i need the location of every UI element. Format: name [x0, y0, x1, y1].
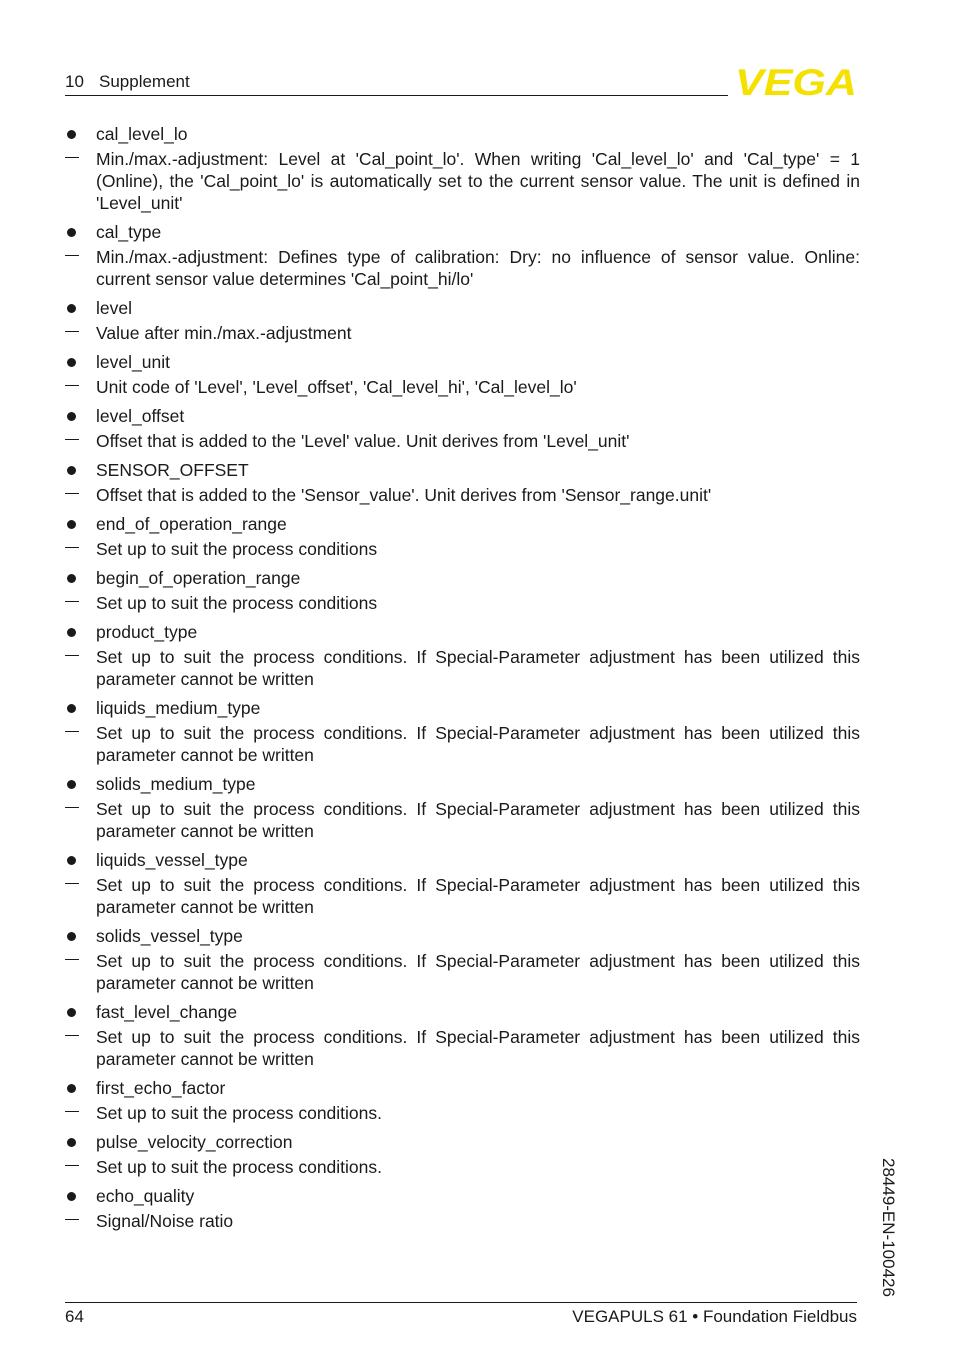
- parameter-term-row: [65, 848, 860, 874]
- list-item: [65, 458, 860, 506]
- parameter-list: [65, 122, 860, 1238]
- parameter-description: Min./max.-adjustment: Level at 'Cal_point_lo'. When writing 'Cal_level_lo' and 'Cal_type' = 1 (Online), the 'Cal_point_lo' is automatically set to the current sensor value. The unit is defined in 'Level_unit': [96, 149, 860, 213]
- dash-icon: [65, 807, 79, 808]
- dash-icon: [65, 439, 79, 440]
- parameter-description-row: [65, 246, 860, 290]
- parameter-description-row: [65, 592, 860, 614]
- parameter-description: Set up to suit the process conditions. If Special-Parameter adjustment has been utilized this parameter cannot be written: [96, 1027, 860, 1069]
- parameter-term: liquids_vessel_type: [96, 850, 248, 870]
- dash-icon: [65, 655, 79, 656]
- parameter-term-row: [65, 1076, 860, 1102]
- bullet-icon: [67, 228, 76, 237]
- parameter-description-row: [65, 148, 860, 214]
- parameter-term-row: [65, 620, 860, 646]
- parameter-description: Set up to suit the process conditions. If Special-Parameter adjustment has been utilized this parameter cannot be written: [96, 647, 860, 689]
- dash-icon: [65, 1035, 79, 1036]
- logo-text: VEGA: [735, 64, 857, 98]
- list-item: [65, 1130, 860, 1178]
- parameter-description: Set up to suit the process conditions: [96, 539, 378, 559]
- parameter-term-row: [65, 296, 860, 322]
- parameter-description-row: [65, 1210, 860, 1232]
- parameter-term-row: [65, 566, 860, 592]
- dash-icon: [65, 255, 79, 256]
- parameter-term: end_of_operation_range: [96, 514, 287, 534]
- vega-logo: [734, 64, 858, 98]
- list-item: [65, 1000, 860, 1070]
- parameter-term-row: [65, 1000, 860, 1026]
- parameter-term: level_offset: [96, 406, 185, 426]
- list-item: [65, 848, 860, 918]
- dash-icon: [65, 883, 79, 884]
- parameter-description-row: [65, 722, 860, 766]
- parameter-term: echo_quality: [96, 1186, 195, 1206]
- document-title: VEGAPULS 61 • Foundation Fieldbus: [572, 1307, 857, 1326]
- list-item: [65, 122, 860, 214]
- parameter-description: Set up to suit the process conditions. If Special-Parameter adjustment has been utilized this parameter cannot be written: [96, 799, 860, 841]
- dash-icon: [65, 1165, 79, 1166]
- dash-icon: [65, 1111, 79, 1112]
- parameter-term: pulse_velocity_correction: [96, 1132, 293, 1152]
- parameter-description: Signal/Noise ratio: [96, 1211, 234, 1231]
- parameter-description: Set up to suit the process conditions. If Special-Parameter adjustment has been utilized this parameter cannot be written: [96, 951, 860, 993]
- parameter-description: Set up to suit the process conditions.: [96, 1103, 382, 1123]
- bullet-icon: [67, 1138, 76, 1147]
- dash-icon: [65, 547, 79, 548]
- running-header: [65, 72, 190, 92]
- parameter-description: Set up to suit the process conditions.: [96, 1157, 382, 1177]
- dash-icon: [65, 1219, 79, 1220]
- document-code: 28449-EN-100426: [879, 1158, 898, 1297]
- parameter-term: begin_of_operation_range: [96, 568, 301, 588]
- bullet-icon: [67, 358, 76, 367]
- parameter-description-row: [65, 430, 860, 452]
- footer-rule: [65, 1302, 857, 1303]
- parameter-description-row: [65, 538, 860, 560]
- parameter-term: level: [96, 298, 132, 318]
- parameter-description-row: [65, 1102, 860, 1124]
- list-item: [65, 404, 860, 452]
- bullet-icon: [67, 466, 76, 475]
- bullet-icon: [67, 1084, 76, 1093]
- page-number: 64: [65, 1307, 84, 1326]
- section-title: Supplement: [99, 72, 190, 91]
- parameter-description: Offset that is added to the 'Level' value. Unit derives from 'Level_unit': [96, 431, 630, 451]
- bullet-icon: [67, 780, 76, 789]
- bullet-icon: [67, 520, 76, 529]
- bullet-icon: [67, 1192, 76, 1201]
- parameter-term-row: [65, 696, 860, 722]
- parameter-term: fast_level_change: [96, 1002, 238, 1022]
- list-item: [65, 772, 860, 842]
- parameter-term: first_echo_factor: [96, 1078, 226, 1098]
- dash-icon: [65, 157, 79, 158]
- parameter-description-row: [65, 1026, 860, 1070]
- parameter-description-row: [65, 874, 860, 918]
- bullet-icon: [67, 628, 76, 637]
- dash-icon: [65, 959, 79, 960]
- list-item: [65, 696, 860, 766]
- list-item: [65, 512, 860, 560]
- dash-icon: [65, 601, 79, 602]
- list-item: [65, 620, 860, 690]
- parameter-term: cal_type: [96, 222, 162, 242]
- parameter-description-row: [65, 646, 860, 690]
- parameter-term-row: [65, 350, 860, 376]
- bullet-icon: [67, 1008, 76, 1017]
- parameter-description: Set up to suit the process conditions. If Special-Parameter adjustment has been utilized this parameter cannot be written: [96, 875, 860, 917]
- parameter-term: level_unit: [96, 352, 170, 372]
- parameter-description: Set up to suit the process conditions: [96, 593, 378, 613]
- parameter-term: liquids_medium_type: [96, 698, 261, 718]
- list-item: [65, 566, 860, 614]
- parameter-description: Value after min./max.-adjustment: [96, 323, 352, 343]
- parameter-term: cal_level_lo: [96, 124, 188, 144]
- parameter-description-row: [65, 798, 860, 842]
- parameter-description-row: [65, 1156, 860, 1178]
- bullet-icon: [67, 932, 76, 941]
- parameter-description-row: [65, 950, 860, 994]
- list-item: [65, 220, 860, 290]
- bullet-icon: [67, 704, 76, 713]
- parameter-term-row: [65, 512, 860, 538]
- dash-icon: [65, 493, 79, 494]
- dash-icon: [65, 731, 79, 732]
- bullet-icon: [67, 574, 76, 583]
- parameter-term-row: [65, 772, 860, 798]
- parameter-description-row: [65, 484, 860, 506]
- bullet-icon: [67, 130, 76, 139]
- dash-icon: [65, 331, 79, 332]
- parameter-term-row: [65, 458, 860, 484]
- parameter-description: Unit code of 'Level', 'Level_offset', 'Cal_level_hi', 'Cal_level_lo': [96, 377, 577, 397]
- parameter-term: solids_vessel_type: [96, 926, 243, 946]
- parameter-term-row: [65, 404, 860, 430]
- list-item: [65, 350, 860, 398]
- parameter-description: Offset that is added to the 'Sensor_value'. Unit derives from 'Sensor_range.unit': [96, 485, 712, 505]
- parameter-term-row: [65, 1184, 860, 1210]
- parameter-description-row: [65, 376, 860, 398]
- parameter-term-row: [65, 220, 860, 246]
- section-number: 10: [65, 72, 84, 91]
- parameter-description-row: [65, 322, 860, 344]
- bullet-icon: [67, 304, 76, 313]
- list-item: [65, 296, 860, 344]
- bullet-icon: [67, 856, 76, 865]
- list-item: [65, 924, 860, 994]
- parameter-description: Set up to suit the process conditions. If Special-Parameter adjustment has been utilized this parameter cannot be written: [96, 723, 860, 765]
- dash-icon: [65, 385, 79, 386]
- parameter-term: SENSOR_OFFSET: [96, 460, 249, 480]
- list-item: [65, 1184, 860, 1232]
- parameter-term: solids_medium_type: [96, 774, 256, 794]
- parameter-term: product_type: [96, 622, 198, 642]
- bullet-icon: [67, 412, 76, 421]
- parameter-term-row: [65, 122, 860, 148]
- parameter-description: Min./max.-adjustment: Defines type of calibration: Dry: no influence of sensor value. Online: current sensor value determines 'Cal_point_hi/lo': [96, 247, 860, 289]
- list-item: [65, 1076, 860, 1124]
- header-rule: [65, 95, 728, 96]
- parameter-term-row: [65, 924, 860, 950]
- parameter-term-row: [65, 1130, 860, 1156]
